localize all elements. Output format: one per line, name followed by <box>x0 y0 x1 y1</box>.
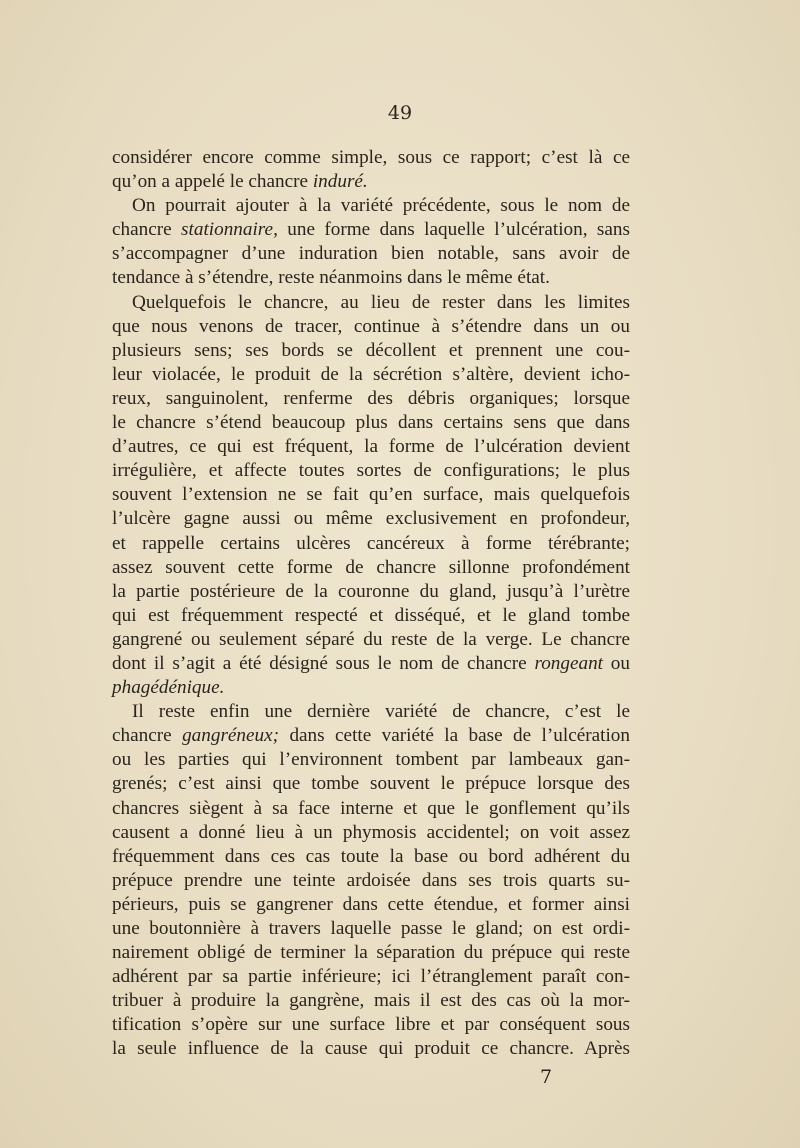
italic-term: gangréneux; <box>182 725 280 747</box>
text-run: causent a donné lieu à un phymosis accidentel; on voit assez <box>112 821 630 843</box>
text-run: l’ulcère gagne aussi ou même exclusivement en profondeur, <box>112 508 630 530</box>
text-run: une boutonnière à travers laquelle passe le gland; on est ordi- <box>112 918 630 939</box>
text-line <box>112 917 630 941</box>
text-line <box>112 989 630 1013</box>
text-line <box>112 580 630 604</box>
text-run: le chancre s’étend beaucoup plus dans certains sens que dans <box>112 412 630 434</box>
text-run: assez souvent cette forme de chancre sillonne profondément <box>112 556 630 578</box>
text-run: s’accompagner d’une induration bien notable, sans avoir de <box>112 243 630 265</box>
text-line <box>112 507 630 531</box>
text-line <box>112 965 630 989</box>
text-line <box>112 893 630 917</box>
signature-mark: 7 <box>540 1066 553 1088</box>
text-run: Il reste enfin une dernière variété de chancre, c’est le <box>132 701 630 723</box>
text-run: irrégulière, et affecte toutes sortes de configurations; le plus <box>112 460 630 482</box>
text-run: d’autres, ce qui est fréquent, la forme de l’ulcération devient <box>112 436 630 458</box>
text-line <box>112 821 630 845</box>
text-line <box>112 315 630 339</box>
text-run: reux, sanguinolent, renferme des débris organiques; lorsque <box>112 387 630 409</box>
text-run: tification s’opère sur une surface libre et par conséquent sous <box>112 1014 630 1036</box>
text-run: leur violacée, le produit de la sécrétion s’altère, devient icho- <box>112 363 630 385</box>
text-run: Quelquefois le chancre, au lieu de rester dans les limites <box>132 291 630 313</box>
text-line <box>112 483 630 507</box>
text-run: grenés; c’est ainsi que tombe souvent le prépuce lorsque des <box>112 773 630 795</box>
text-run: gangrené ou seulement séparé du reste de la verge. Le chancre <box>112 628 630 650</box>
text-run: chancre <box>112 725 183 747</box>
text-line <box>112 869 630 893</box>
text-line <box>112 724 630 748</box>
text-line <box>112 146 630 170</box>
text-line <box>112 700 630 724</box>
text-line <box>112 218 630 242</box>
text-line <box>112 291 630 315</box>
text-run: chancres siègent à sa face interne et que le gonflement qu’ils <box>112 797 630 819</box>
text-run: adhérent par sa partie inférieure; ici l’étranglement paraît con- <box>112 966 630 988</box>
text-run: souvent l’extension ne se fait qu’en surface, mais quelquefois <box>112 484 630 506</box>
text-line <box>112 748 630 772</box>
text-line <box>112 339 630 363</box>
text-run: considérer encore comme simple, sous ce rapport; c’est là ce <box>112 147 630 168</box>
text-run: chancre <box>112 219 182 241</box>
text-run: qui est fréquemment respecté et disséqué, et le gland tombe <box>112 604 630 626</box>
text-run: fréquemment dans ces cas toute la base ou bord adhérent du <box>112 845 630 867</box>
text-run: ou <box>603 652 630 674</box>
text-run: prépuce prendre une teinte ardoisée dans ses trois quarts su- <box>112 869 630 891</box>
text-run: que nous venons de tracer, continue à s’étendre dans un ou <box>112 315 630 337</box>
text-line <box>112 194 630 218</box>
text-run: la partie postérieure de la couronne du gland, jusqu’à l’urètre <box>112 580 630 602</box>
page-number: 49 <box>387 102 413 124</box>
text-line <box>112 797 630 821</box>
text-run: ou les parties qui l’environnent tombent par lambeaux gan- <box>112 749 630 771</box>
text-line <box>112 242 630 266</box>
text-line <box>112 676 630 700</box>
text-line <box>112 845 630 869</box>
text-line <box>112 1037 630 1061</box>
text-line <box>112 459 630 483</box>
text-line <box>112 411 630 435</box>
text-line <box>112 772 630 796</box>
text-run: nairement obligé de terminer la séparation du prépuce qui reste <box>112 942 630 964</box>
text-run: qu’on a appelé le chancre <box>112 171 313 193</box>
italic-term: induré. <box>312 171 368 193</box>
text-run: dans cette variété la base de l’ulcération <box>279 725 630 747</box>
text-line <box>112 628 630 652</box>
italic-term: phagédénique. <box>112 677 225 699</box>
italic-term: stationnaire, <box>181 219 278 241</box>
body-text <box>112 146 630 1062</box>
text-line <box>112 652 630 676</box>
text-line <box>112 387 630 411</box>
text-line <box>112 532 630 556</box>
text-run: tendance à s’étendre, reste néanmoins dans le même état. <box>112 267 550 289</box>
text-run: dont il s’agit a été désigné sous le nom de chancre <box>112 652 535 674</box>
text-line <box>112 170 630 194</box>
text-run: plusieurs sens; ses bords se décollent et prennent une cou- <box>112 339 630 361</box>
text-line <box>112 363 630 387</box>
text-run: une forme dans laquelle l’ulcération, sans <box>277 219 630 241</box>
text-run: tribuer à produire la gangrène, mais il est des cas où la mor- <box>112 990 630 1012</box>
text-line <box>112 435 630 459</box>
text-line <box>112 556 630 580</box>
text-run: périeurs, puis se gangrener dans cette étendue, et former ainsi <box>112 893 630 915</box>
text-line <box>112 266 630 290</box>
text-line <box>112 941 630 965</box>
text-run: On pourrait ajouter à la variété précédente, sous le nom de <box>132 195 630 217</box>
text-line <box>112 604 630 628</box>
text-line <box>112 1013 630 1037</box>
text-run: et rappelle certains ulcères cancéreux à forme térébrante; <box>112 532 630 554</box>
text-run: la seule influence de la cause qui produit ce chancre. Après <box>112 1038 630 1060</box>
italic-term: rongeant <box>534 652 604 674</box>
